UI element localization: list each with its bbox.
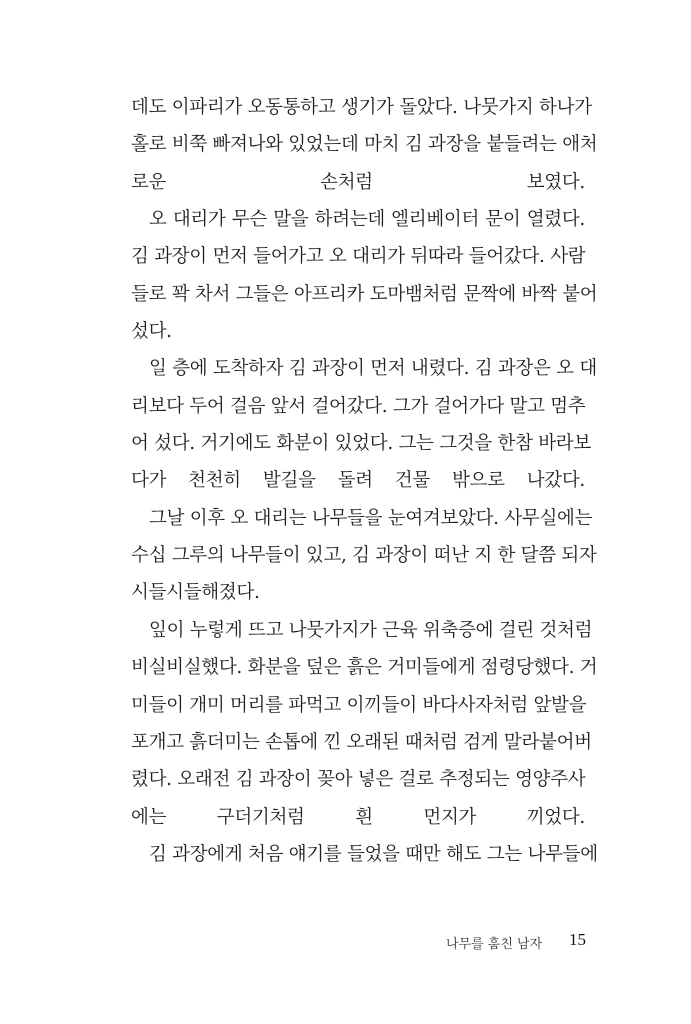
text-line <box>131 276 598 313</box>
body-text <box>131 89 598 873</box>
text-line <box>131 425 591 462</box>
text-line-content: 그날 이후 오 대리는 나무들을 눈여겨보았다. 사무실에는 <box>149 507 593 529</box>
text-line-content: 섰다. <box>131 321 172 343</box>
text-line-content: 시들시들해졌다. <box>131 582 260 604</box>
text-line <box>131 761 585 798</box>
text-line-content: 홀로 비쭉 빠져나와 있었는데 마치 김 과장을 붙들려는 애처 <box>131 134 598 156</box>
text-line-content: 포개고 흙더미는 손톱에 낀 오래된 때처럼 검게 말라붙어버 <box>131 731 592 753</box>
text-line <box>131 500 593 537</box>
text-line <box>131 836 598 873</box>
text-line <box>131 238 585 275</box>
text-line <box>131 649 598 686</box>
text-line <box>131 612 593 649</box>
text-line <box>131 126 598 163</box>
text-line <box>131 462 585 499</box>
text-line-content: 수십 그루의 나무들이 있고, 김 과장이 떠난 지 한 달쯤 되자 <box>131 545 597 567</box>
text-line-content: 어 섰다. 거기에도 화분이 있었다. 그는 그것을 한참 바라보 <box>131 433 591 455</box>
text-line-content: 김 과장이 먼저 들어가고 오 대리가 뒤따라 들어갔다. 사람 <box>131 246 586 268</box>
text-line <box>131 574 585 611</box>
text-line <box>131 537 597 574</box>
running-title: 나무를 훔친 남자 <box>446 937 543 952</box>
text-line <box>131 350 597 387</box>
text-line <box>131 313 585 350</box>
text-line <box>131 388 585 425</box>
text-line <box>131 89 592 126</box>
text-line-content: 잎이 누렇게 뜨고 나뭇가지가 근육 위축증에 걸린 것처럼 <box>149 619 593 641</box>
text-line <box>131 724 592 761</box>
text-line-content: 들로 꽉 차서 그들은 아프리카 도마뱀처럼 문짝에 바짝 붙어 <box>131 283 598 305</box>
text-line-content: 비실비실했다. 화분을 덮은 흙은 거미들에게 점령당했다. 거 <box>131 657 598 679</box>
page-footer <box>0 930 691 956</box>
text-line <box>131 687 585 724</box>
text-line-content: 렸다. 오래전 김 과장이 꽂아 넣은 걸로 추정되는 영양주사 <box>131 769 586 791</box>
page-number: 15 <box>569 930 586 949</box>
text-line-content: 에는 구더기처럼 흰 먼지가 끼었다. <box>131 806 585 828</box>
text-line <box>131 799 585 836</box>
text-line-content: 로운 손처럼 보였다. <box>131 171 585 193</box>
text-line-content: 일 층에 도착하자 김 과장이 먼저 내렸다. 김 과장은 오 대 <box>149 358 597 380</box>
text-line-content: 데도 이파리가 오동통하고 생기가 돌았다. 나뭇가지 하나가 <box>131 97 592 118</box>
text-line-content: 리보다 두어 걸음 앞서 걸어갔다. 그가 걸어가다 말고 멈추 <box>131 395 586 417</box>
text-line <box>131 164 585 201</box>
text-line-content: 오 대리가 무슨 말을 하려는데 엘리베이터 문이 열렸다. <box>149 209 585 231</box>
text-line-content: 다가 천천히 발길을 돌려 건물 밖으로 나갔다. <box>131 470 585 492</box>
text-line <box>131 201 585 238</box>
text-line-content: 미들이 개미 머리를 파먹고 이끼들이 바다사자처럼 앞발을 <box>131 694 587 716</box>
text-line-content: 김 과장에게 처음 얘기를 들었을 때만 해도 그는 나무들에 <box>149 843 598 865</box>
